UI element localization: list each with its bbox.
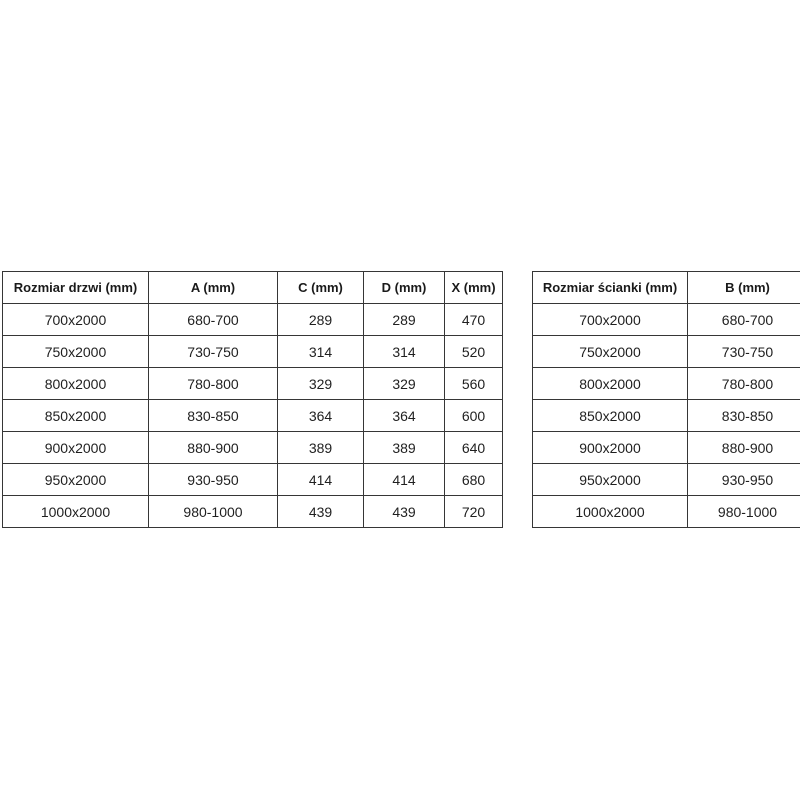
- table-cell: 900x2000: [533, 432, 688, 464]
- table-cell: 289: [364, 304, 445, 336]
- table-cell: 950x2000: [3, 464, 149, 496]
- table-cell: 900x2000: [3, 432, 149, 464]
- table-cell: 730-750: [149, 336, 278, 368]
- table-cell: 1000x2000: [3, 496, 149, 528]
- table-cell: 800x2000: [533, 368, 688, 400]
- table-cell: 1000x2000: [533, 496, 688, 528]
- table-cell: 780-800: [688, 368, 800, 400]
- column-header: B (mm): [688, 272, 800, 304]
- table-cell: 880-900: [149, 432, 278, 464]
- table-cell: 680-700: [149, 304, 278, 336]
- table-cell: 364: [364, 400, 445, 432]
- table-cell: 700x2000: [3, 304, 149, 336]
- table-cell: 289: [278, 304, 364, 336]
- table-cell: 439: [278, 496, 364, 528]
- table-row: [3, 400, 503, 432]
- table-cell: 439: [364, 496, 445, 528]
- header-row: [533, 272, 800, 304]
- table-cell: 700x2000: [533, 304, 688, 336]
- table-row: [533, 432, 800, 464]
- wall-panel-table-body: [533, 304, 800, 528]
- door-sizes-table: [2, 271, 503, 528]
- table-cell: 364: [278, 400, 364, 432]
- table-cell: 470: [445, 304, 503, 336]
- table-cell: 780-800: [149, 368, 278, 400]
- table-row: [533, 464, 800, 496]
- wall-panel-sizes-table: [532, 271, 800, 528]
- table-cell: 329: [278, 368, 364, 400]
- table-cell: 930-950: [149, 464, 278, 496]
- table-cell: 560: [445, 368, 503, 400]
- table-cell: 414: [364, 464, 445, 496]
- column-header: Rozmiar ścianki (mm): [533, 272, 688, 304]
- table-cell: 640: [445, 432, 503, 464]
- column-header: D (mm): [364, 272, 445, 304]
- table-cell: 830-850: [149, 400, 278, 432]
- table-row: [3, 368, 503, 400]
- table-row: [3, 432, 503, 464]
- door-sizes-table-body: [3, 304, 503, 528]
- table-cell: 980-1000: [149, 496, 278, 528]
- table-row: [533, 400, 800, 432]
- table-cell: 680: [445, 464, 503, 496]
- table-cell: 800x2000: [3, 368, 149, 400]
- table-cell: 389: [364, 432, 445, 464]
- table-cell: 329: [364, 368, 445, 400]
- table-cell: 950x2000: [533, 464, 688, 496]
- table-row: [3, 496, 503, 528]
- table-cell: 850x2000: [3, 400, 149, 432]
- wall-panel-table-header: [533, 272, 800, 304]
- table-cell: 750x2000: [533, 336, 688, 368]
- header-row: [3, 272, 503, 304]
- table-cell: 314: [278, 336, 364, 368]
- table-row: [3, 336, 503, 368]
- table-row: [533, 304, 800, 336]
- table-cell: 680-700: [688, 304, 800, 336]
- column-header: A (mm): [149, 272, 278, 304]
- table-cell: 830-850: [688, 400, 800, 432]
- table-cell: 389: [278, 432, 364, 464]
- table-cell: 730-750: [688, 336, 800, 368]
- table-cell: 520: [445, 336, 503, 368]
- column-header: C (mm): [278, 272, 364, 304]
- table-cell: 600: [445, 400, 503, 432]
- table-cell: 930-950: [688, 464, 800, 496]
- column-header: Rozmiar drzwi (mm): [3, 272, 149, 304]
- table-row: [3, 304, 503, 336]
- table-cell: 414: [278, 464, 364, 496]
- table-cell: 314: [364, 336, 445, 368]
- table-row: [533, 496, 800, 528]
- door-sizes-table-header: [3, 272, 503, 304]
- table-row: [533, 368, 800, 400]
- table-cell: 980-1000: [688, 496, 800, 528]
- table-cell: 850x2000: [533, 400, 688, 432]
- table-row: [533, 336, 800, 368]
- table-cell: 720: [445, 496, 503, 528]
- column-header: X (mm): [445, 272, 503, 304]
- table-row: [3, 464, 503, 496]
- table-cell: 750x2000: [3, 336, 149, 368]
- table-cell: 880-900: [688, 432, 800, 464]
